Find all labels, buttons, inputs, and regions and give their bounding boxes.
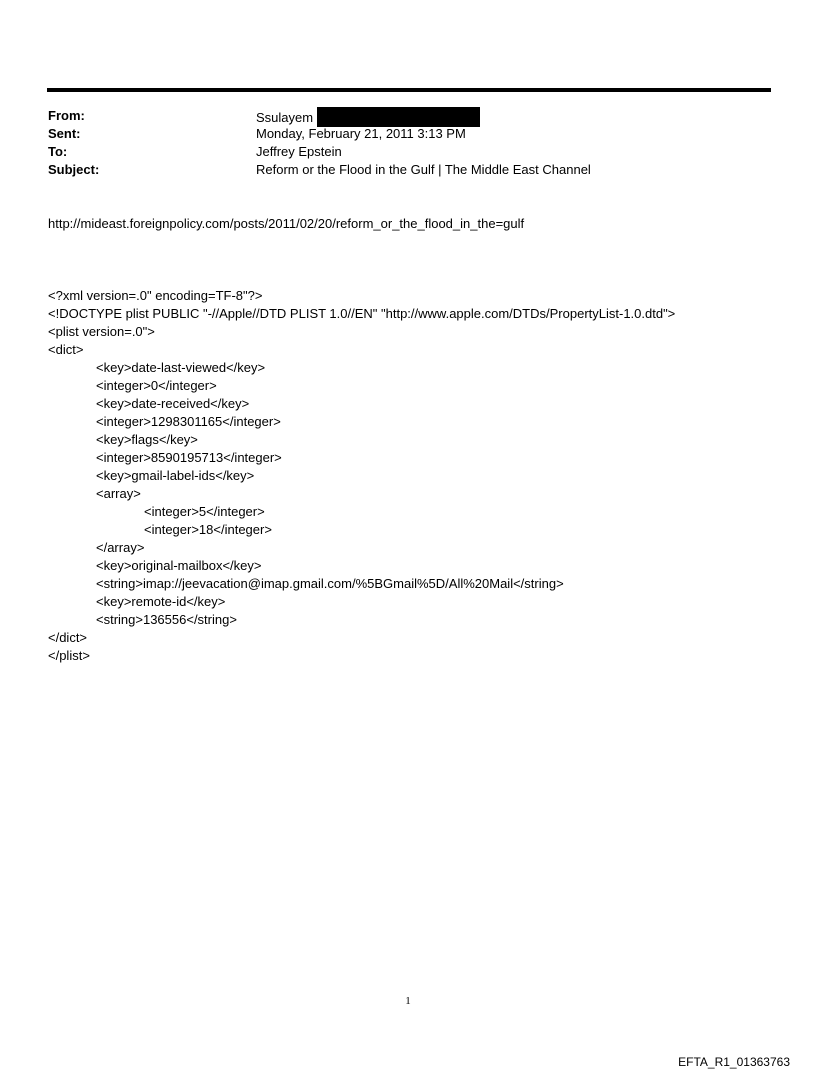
plist-line: <integer>1298301165</integer> (96, 414, 281, 429)
plist-line: <?xml version=.0" encoding=TF-8"?> (48, 288, 263, 303)
plist-line: <string>imap://jeevacation@imap.gmail.com/%5BGmail%5D/All%20Mail</string> (96, 576, 564, 591)
to-label: To: (48, 144, 68, 159)
plist-line: </dict> (48, 630, 88, 645)
plist-line: <key>remote-id</key> (96, 594, 226, 609)
article-url: http://mideast.foreignpolicy.com/posts/2011/02/20/reform_or_the_flood_in_the=gulf (48, 216, 525, 231)
subject-label: Subject: (48, 162, 100, 177)
to-value: Jeffrey Epstein (256, 144, 342, 159)
plist-line: <key>date-last-viewed</key> (96, 360, 266, 375)
subject-value: Reform or the Flood in the Gulf | The Middle East Channel (256, 162, 591, 177)
from-label: From: (48, 108, 85, 123)
from-value (256, 107, 480, 127)
plist-line: <key>gmail-label-ids</key> (96, 468, 255, 483)
plist-line: <integer>8590195713</integer> (96, 450, 282, 465)
plist-block (48, 287, 675, 665)
plist-line: </plist> (48, 648, 90, 663)
plist-line: <integer>5</integer> (144, 504, 265, 519)
plist-line: <!DOCTYPE plist PUBLIC "-//Apple//DTD PLIST 1.0//EN" "http://www.apple.com/DTDs/PropertyList-1.0.dtd"> (48, 306, 676, 321)
page-number: 1 (405, 995, 411, 1007)
plist-line: <integer>0</integer> (96, 378, 217, 393)
redaction-block (317, 107, 480, 127)
plist-line: <string>136556</string> (96, 612, 237, 627)
plist-line: <dict> (48, 342, 84, 357)
sent-label: Sent: (48, 126, 81, 141)
plist-line: <plist version=.0"> (48, 324, 155, 339)
sent-value: Monday, February 21, 2011 3:13 PM (256, 126, 466, 141)
document-id: EFTA_R1_01363763 (678, 1055, 790, 1069)
plist-line: <key>date-received</key> (96, 396, 250, 411)
header-rule (47, 88, 771, 92)
plist-line: <array> (96, 486, 141, 501)
plist-line: <integer>18</integer> (144, 522, 272, 537)
plist-line: <key>original-mailbox</key> (96, 558, 262, 573)
from-name: Ssulayem (256, 110, 314, 125)
plist-line: </array> (96, 540, 145, 555)
plist-line: <key>flags</key> (96, 432, 198, 447)
